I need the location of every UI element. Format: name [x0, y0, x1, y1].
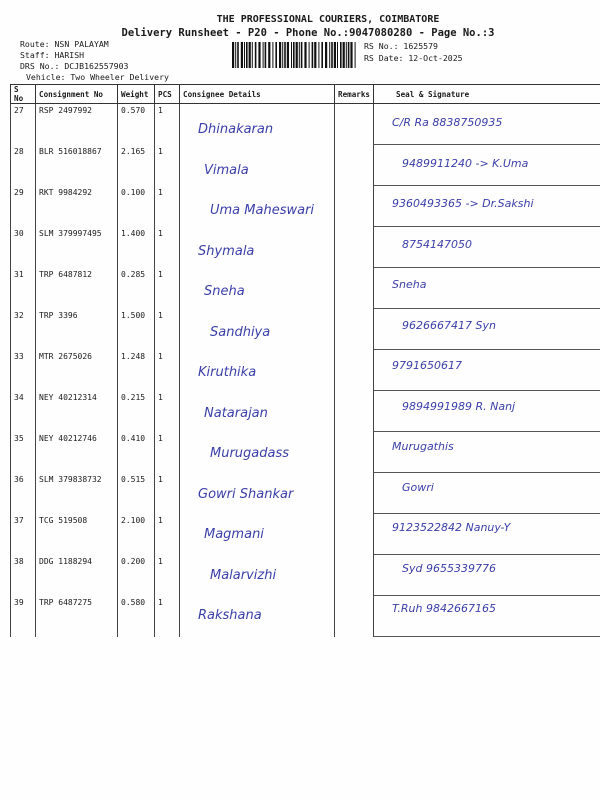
recipient-signature: 9360493365 -> Dr.Sakshi: [392, 197, 534, 210]
cell-pcs: 1: [155, 514, 180, 555]
cell-weight: 0.410: [118, 432, 155, 473]
cell-pcs: 1: [155, 104, 180, 145]
cell-sno: 29: [11, 186, 36, 227]
cell-remarks: [335, 432, 374, 473]
recipient-signature: 9626667417 Syn: [402, 318, 496, 332]
cell-signature: [374, 514, 600, 555]
rs-date: RS Date: 12-Oct-2025: [364, 53, 463, 63]
consignee-handwritten-name: Dhinakaran: [198, 122, 274, 137]
consignee-handwritten-name: Kiruthika: [198, 365, 257, 380]
vehicle-label: Vehicle: Two Wheeler Delivery: [26, 72, 169, 82]
cell-weight: 0.515: [118, 473, 155, 514]
col-header-pcs: PCS: [155, 85, 180, 104]
cell-sno: 39: [11, 596, 36, 637]
recipient-signature: 9123522842 Nanuy-Y: [392, 521, 511, 534]
table-row: [11, 350, 600, 391]
cell-consignee: [180, 268, 335, 309]
recipient-signature: Gowri: [402, 480, 434, 494]
cell-weight: 0.100: [118, 186, 155, 227]
consignee-handwritten-name: Shymala: [198, 243, 255, 259]
cell-remarks: [335, 555, 374, 596]
cell-remarks: [335, 391, 374, 432]
table-row: [11, 227, 600, 268]
table-row: [11, 596, 600, 637]
cell-consignment: SLM 379997495: [36, 227, 118, 268]
cell-consignment: RKT 9984292: [36, 186, 118, 227]
cell-weight: 1.500: [118, 309, 155, 350]
cell-pcs: 1: [155, 473, 180, 514]
cell-pcs: 1: [155, 391, 180, 432]
col-header-sno: S No: [11, 85, 36, 104]
recipient-signature: Syd 9655339776: [402, 561, 496, 575]
rs-number: RS No.: 1625579: [364, 41, 438, 51]
table-row: [11, 432, 600, 473]
cell-consignment: TCG 519508: [36, 514, 118, 555]
cell-weight: 0.580: [118, 596, 155, 637]
cell-pcs: 1: [155, 186, 180, 227]
cell-consignment: NEY 40212314: [36, 391, 118, 432]
consignee-handwritten-name: Magmani: [204, 527, 264, 542]
cell-consignment: TRP 6487275: [36, 596, 118, 637]
cell-sno: 38: [11, 555, 36, 596]
table-row: [11, 473, 600, 514]
cell-consignee: [180, 145, 335, 186]
table-row: [11, 104, 600, 145]
recipient-signature: 9791650617: [392, 359, 462, 372]
consignee-handwritten-name: Malarvizhi: [210, 567, 277, 583]
cell-remarks: [335, 104, 374, 145]
cell-consignment: SLM 379838732: [36, 473, 118, 514]
table-header-row: [11, 85, 600, 104]
staff-label: Staff: HARISH: [20, 50, 85, 60]
consignee-handwritten-name: Murugadass: [210, 446, 290, 461]
consignee-handwritten-name: Rakshana: [198, 608, 262, 623]
runsheet-subtitle: Delivery Runsheet - P20 - Phone No.:9047080280 - Page No.:3: [121, 27, 495, 39]
cell-sno: 37: [11, 514, 36, 555]
cell-sno: 31: [11, 268, 36, 309]
cell-pcs: 1: [155, 555, 180, 596]
recipient-signature: C/R Ra 8838750935: [392, 116, 503, 129]
cell-weight: 2.165: [118, 145, 155, 186]
col-header-consignee: Consignee Details: [180, 85, 335, 104]
cell-weight: 0.215: [118, 391, 155, 432]
cell-consignment: TRP 3396: [36, 309, 118, 350]
cell-remarks: [335, 268, 374, 309]
consignee-handwritten-name: Natarajan: [204, 405, 268, 421]
cell-consignment: MTR 2675026: [36, 350, 118, 391]
cell-weight: 1.248: [118, 350, 155, 391]
cell-remarks: [335, 473, 374, 514]
cell-pcs: 1: [155, 227, 180, 268]
cell-remarks: [335, 186, 374, 227]
consignee-handwritten-name: Gowri Shankar: [198, 486, 294, 502]
cell-remarks: [335, 596, 374, 637]
col-header-consignment: Consignment No: [36, 85, 118, 104]
cell-consignment: RSP 2497992: [36, 104, 118, 145]
col-header-signature: Seal & Signature: [374, 85, 600, 104]
table-row: [11, 555, 600, 596]
recipient-signature: Murugathis: [392, 440, 454, 453]
cell-consignment: BLR 516018867: [36, 145, 118, 186]
cell-weight: 0.200: [118, 555, 155, 596]
cell-weight: 1.400: [118, 227, 155, 268]
cell-weight: 0.570: [118, 104, 155, 145]
cell-remarks: [335, 145, 374, 186]
recipient-signature: 8754147050: [402, 237, 472, 251]
table-row: [11, 514, 600, 555]
company-title: THE PROFESSIONAL COURIERS, COIMBATORE: [216, 14, 440, 25]
cell-remarks: [335, 227, 374, 268]
cell-sno: 34: [11, 391, 36, 432]
cell-pcs: 1: [155, 432, 180, 473]
consignee-handwritten-name: Sneha: [204, 284, 245, 299]
cell-remarks: [335, 309, 374, 350]
cell-sno: 33: [11, 350, 36, 391]
recipient-signature: 9894991989 R. Nanj: [402, 399, 516, 413]
table-row: [11, 268, 600, 309]
cell-remarks: [335, 514, 374, 555]
cell-sno: 35: [11, 432, 36, 473]
cell-pcs: 1: [155, 596, 180, 637]
cell-sno: 27: [11, 104, 36, 145]
cell-sno: 36: [11, 473, 36, 514]
cell-consignment: NEY 40212746: [36, 432, 118, 473]
cell-sno: 28: [11, 145, 36, 186]
consignee-handwritten-name: Uma Maheswari: [210, 203, 315, 218]
cell-sno: 32: [11, 309, 36, 350]
recipient-signature: T.Ruh 9842667165: [392, 602, 496, 615]
col-header-weight: Weight: [118, 85, 155, 104]
table-row: [11, 309, 600, 350]
cell-weight: 0.285: [118, 268, 155, 309]
cell-consignment: TRP 6487812: [36, 268, 118, 309]
col-header-remarks: Remarks: [335, 85, 374, 104]
barcode-icon: [232, 42, 358, 68]
consignee-handwritten-name: Vimala: [204, 162, 249, 178]
cell-consignment: DDG 1188294: [36, 555, 118, 596]
consignee-handwritten-name: Sandhiya: [210, 324, 271, 340]
recipient-signature: 9489911240 -> K.Uma: [402, 156, 529, 170]
cell-sno: 30: [11, 227, 36, 268]
recipient-signature: Sneha: [392, 278, 427, 291]
cell-pcs: 1: [155, 145, 180, 186]
cell-pcs: 1: [155, 268, 180, 309]
drs-number: DRS No.: DCJB162557903: [20, 61, 129, 71]
cell-pcs: 1: [155, 350, 180, 391]
cell-remarks: [335, 350, 374, 391]
cell-weight: 2.100: [118, 514, 155, 555]
route-label: Route: NSN PALAYAM: [20, 39, 109, 49]
cell-pcs: 1: [155, 309, 180, 350]
